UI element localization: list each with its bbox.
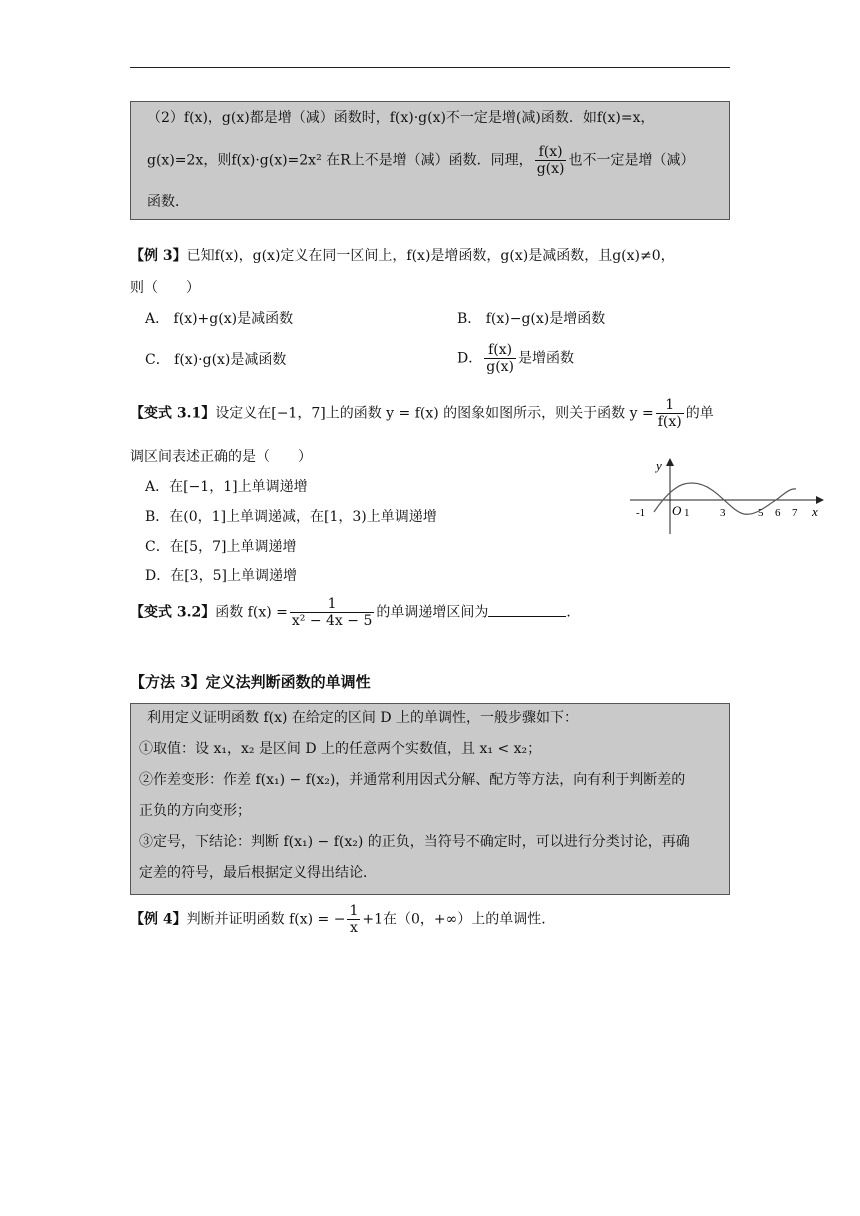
variant31-stem: 【变式 3.1】设定义在[−1，7]上的函数 y = f(x) 的图象如图所示，则关于函数 y = $\frac{1}{f(x)}$ 的单 bbox=[130, 397, 714, 430]
tick-7: 7 bbox=[792, 507, 798, 519]
example3-stem-2: 则（ ） bbox=[130, 280, 200, 296]
method3-line-4: 正负的方向变形； bbox=[139, 803, 251, 819]
example3-option-a: A． f(x)+g(x)是减函数 bbox=[145, 311, 294, 327]
tick-1: 1 bbox=[684, 507, 690, 519]
note-line-3: 函数． bbox=[147, 194, 189, 210]
tick-3: 3 bbox=[720, 507, 726, 519]
tick-6: 6 bbox=[775, 507, 781, 519]
method3-line-6: 定差的符号，最后根据定义得出结论． bbox=[139, 865, 377, 881]
variant31-option-b: B．在(0，1]上单调递减，在[1，3)上单调递增 bbox=[145, 509, 437, 525]
variant31-option-c: C．在[5，7]上单调递增 bbox=[145, 539, 297, 555]
example3-stem: 【例 3】已知f(x)，g(x)定义在同一区间上，f(x)是增函数，g(x)是减函数，且g(x)≠0， bbox=[130, 248, 675, 264]
variant31-option-a: A．在[−1，1]上单调递增 bbox=[145, 479, 308, 495]
y-axis-label: y bbox=[656, 458, 662, 473]
example3-option-b: B． f(x)−g(x)是增函数 bbox=[457, 311, 606, 327]
variant31-option-d: D．在[3，5]上单调递增 bbox=[145, 568, 297, 584]
method3-line-5: ③定号，下结论：判断 f(x₁) − f(x₂) 的正负，当符号不确定时，可以进行分类讨论，再确 bbox=[139, 834, 690, 850]
note-line-2: g(x)=2x，则f(x)·g(x)=2x² 在R上不是增（减）函数．同理， $\frac{f(x)}{g(x)}$ 也不一定是增（减） bbox=[147, 144, 695, 177]
answer-blank bbox=[488, 602, 566, 617]
example3-option-d: D． $\frac{f(x)}{g(x)}$ 是增函数 bbox=[457, 342, 575, 375]
tick-neg1: -1 bbox=[636, 507, 646, 519]
note-box bbox=[130, 101, 730, 220]
variant31-stem-2: 调区间表述正确的是（ ） bbox=[130, 449, 312, 465]
tick-5: 5 bbox=[758, 507, 764, 519]
origin-label: O bbox=[672, 503, 682, 518]
note-line-1: （2）f(x)，g(x)都是增（减）函数时，f(x)·g(x)不一定是增(减)函数．如f(x)=x， bbox=[147, 110, 655, 126]
method3-line-1: 利用定义证明函数 f(x) 在给定的区间 D 上的单调性，一般步骤如下： bbox=[147, 710, 579, 726]
fraction-f-over-g: $\frac{f(x)}{g(x)}$ bbox=[536, 144, 565, 177]
method3-heading: 【方法 3】定义法判断函数的单调性 bbox=[130, 673, 371, 691]
method3-line-3: ②作差变形：作差 f(x₁) − f(x₂)，并通常利用因式分解、配方等方法，向有利于判断差的 bbox=[139, 772, 686, 788]
method3-box bbox=[130, 703, 730, 895]
function-graph bbox=[626, 456, 826, 538]
x-axis-label: x bbox=[812, 504, 818, 519]
example3-option-c: C． f(x)·g(x)是减函数 bbox=[145, 352, 287, 368]
header-rule bbox=[130, 67, 730, 68]
example4-stem: 【例 4】判断并证明函数 f(x) = − $\frac{1}{x}$ +1在（0，+∞）上的单调性． bbox=[130, 903, 556, 936]
variant32-stem: 【变式 3.2】函数 f(x) = $\frac{1}{\text{x² − 4x − 5}}$ 的单调递增区间为 ． bbox=[130, 596, 581, 629]
method3-line-2: ①取值：设 x₁，x₂ 是区间 D 上的任意两个实数值，且 x₁ < x₂； bbox=[139, 741, 542, 757]
